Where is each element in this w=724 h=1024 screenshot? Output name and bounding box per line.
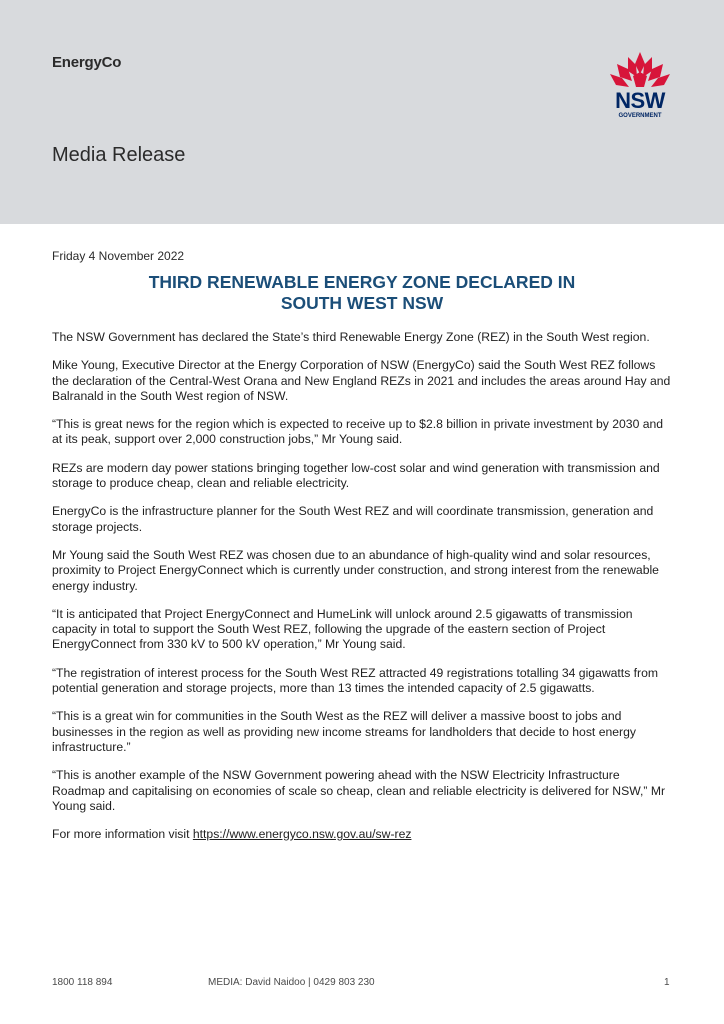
paragraph: REZs are modern day power stations bringing together low-cost solar and wind generation with transmission and storage to produce cheap, clean and reliable electricity. <box>52 460 660 491</box>
headline-line: SOUTH WEST NSW <box>280 293 444 313</box>
header-band <box>0 0 724 224</box>
paragraph: “This is another example of the NSW Government powering ahead with the NSW Electricity Infrastructure Roadmap and capitalising on economies of scale so cheap, clean and reliable electricity is delivered for NSW,” Mr Young said. <box>52 768 666 813</box>
waratah-flower-icon <box>606 50 674 90</box>
paragraph: Mike Young, Executive Director at the Energy Corporation of NSW (EnergyCo) said the South West REZ follows the declaration of the Central-West Orana and New England REZs in 2021 and includes the areas around Hay and Balranald in the South West region of NSW. <box>52 358 671 403</box>
headline <box>52 272 672 314</box>
logo-nsw-text: NSW <box>615 88 665 113</box>
paragraph: “This is great news for the region which is expected to receive up to $2.8 billion in private investment by 2030 and at its peak, support over 2,000 construction jobs,” Mr Young said. <box>52 417 664 447</box>
paragraph: “The registration of interest process for the South West REZ attracted 49 registrations totalling 34 gigawatts from potential generation and storage projects, more than 13 times the intended capacity of 2.5 gigawatts. <box>52 665 659 696</box>
energyco-sw-rez-link[interactable]: https://www.energyco.nsw.gov.au/sw-rez <box>192 827 412 842</box>
footer-media-contact: MEDIA: David Naidoo | 0429 803 230 <box>208 977 375 988</box>
release-date: Friday 4 November 2022 <box>52 249 185 263</box>
nsw-government-logo <box>606 50 674 124</box>
page-number: 1 <box>664 977 670 988</box>
paragraph: Mr Young said the South West REZ was chosen due to an abundance of high-quality wind and solar resources, proximity to Project EnergyConnect which is currently under construction, and strong interest from the renewable energy industry. <box>52 547 659 593</box>
org-name: EnergyCo <box>52 54 122 71</box>
document-type-title: Media Release <box>52 144 186 166</box>
article-body <box>52 330 672 855</box>
paragraph: “It is anticipated that Project EnergyConnect and HumeLink will unlock around 2.5 gigawatts of transmission capacity in total to support the South West REZ, following the upgrade of the eastern section of Project EnergyConnect from 330 kV to 500 kV operation,” Mr Young said. <box>52 606 633 652</box>
paragraph: The NSW Government has declared the State’s third Renewable Energy Zone (REZ) in the South West region. <box>52 330 650 344</box>
paragraph: “This is a great win for communities in the South West as the REZ will deliver a massive boost to jobs and businesses in the region as well as providing new income streams for landholders that decide to host energy infrastructure.” <box>52 709 636 754</box>
footer-phone: 1800 118 894 <box>52 977 113 988</box>
headline-line: THIRD RENEWABLE ENERGY ZONE DECLARED IN <box>148 272 576 292</box>
more-info-paragraph <box>52 827 672 842</box>
paragraph: EnergyCo is the infrastructure planner for the South West REZ and will coordinate transmission, generation and storage projects. <box>52 504 654 534</box>
more-info-prefix: For more information visit <box>52 827 193 842</box>
logo-government-text: GOVERNMENT <box>618 113 662 119</box>
